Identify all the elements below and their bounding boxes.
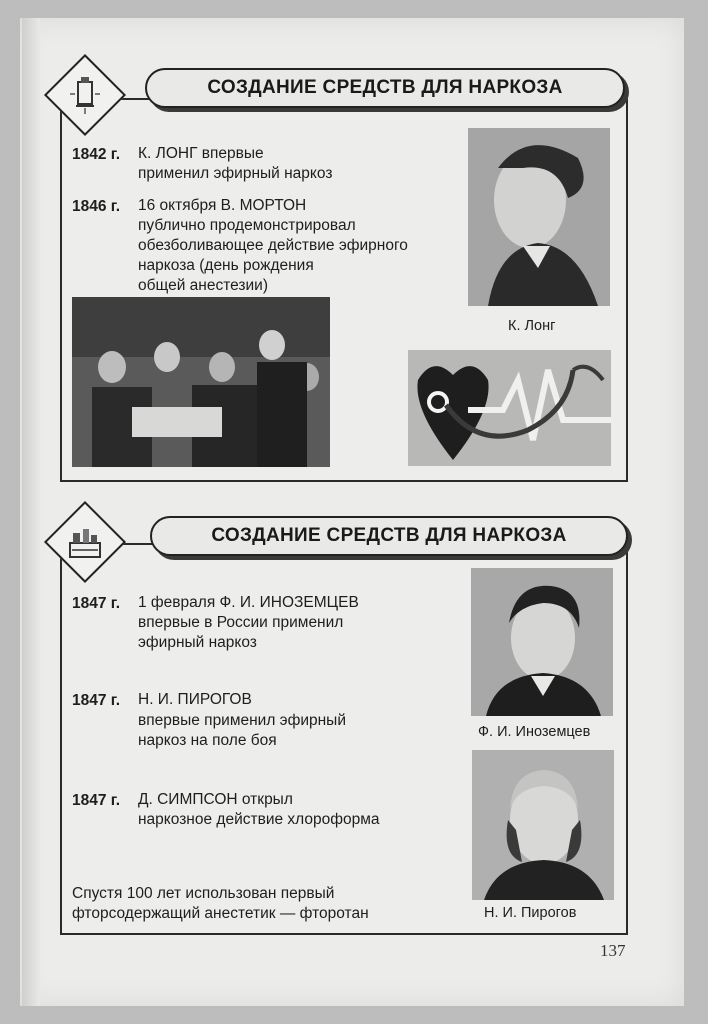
entry-pirogov-line3: наркоз на поле боя xyxy=(138,732,277,749)
year-1847-b: 1847 г. xyxy=(72,692,120,709)
caption-inozemtsev: Ф. И. Иноземцев xyxy=(478,724,591,740)
note-line1: Спустя 100 лет использован первый xyxy=(72,885,335,902)
entry-1846-line3: обезболивающее действие эфирного xyxy=(138,237,408,254)
heart-stethoscope-image xyxy=(408,350,611,466)
book-gutter xyxy=(22,18,40,1006)
entry-1846-line1: 16 октября В. МОРТОН xyxy=(138,197,307,214)
entry-1846-line5: общей анестезии) xyxy=(138,277,269,294)
entry-inozemtsev-line1: 1 февраля Ф. И. ИНОЗЕМЦЕВ xyxy=(138,594,359,611)
entry-1842-line2: применил эфирный наркоз xyxy=(138,165,333,182)
entry-1846-line4: наркоза (день рождения xyxy=(138,257,314,274)
page-number: 137 xyxy=(600,941,626,960)
year-1846: 1846 г. xyxy=(72,198,120,215)
note-line2: фторсодержащий анестетик — фторотан xyxy=(72,905,369,922)
entry-1846-line2: публично продемонстрировал xyxy=(138,217,356,234)
year-1847-c: 1847 г. xyxy=(72,792,120,809)
lamp-icon xyxy=(56,66,114,124)
entry-inozemtsev-line3: эфирный наркоз xyxy=(138,634,257,651)
entry-1842-line1: К. ЛОНГ впервые xyxy=(138,145,264,162)
morton-demonstration-image xyxy=(72,297,330,467)
caption-pirogov: Н. И. Пирогов xyxy=(484,905,577,921)
section-2-title: СОЗДАНИЕ СРЕДСТВ ДЛЯ НАРКОЗА xyxy=(150,516,628,556)
year-1847-a: 1847 г. xyxy=(72,595,120,612)
section-1-title: СОЗДАНИЕ СРЕДСТВ ДЛЯ НАРКОЗА xyxy=(145,68,625,108)
entry-pirogov-line2: впервые применил эфирный xyxy=(138,712,346,729)
entry-inozemtsev-line2: впервые в России применил xyxy=(138,614,344,631)
entry-simpson-line2: наркозное действие хлороформа xyxy=(138,811,380,828)
portrait-pirogov xyxy=(472,750,614,900)
year-1842: 1842 г. xyxy=(72,146,120,163)
portrait-long xyxy=(468,128,610,306)
pharmacy-icon xyxy=(56,513,114,571)
entry-pirogov-line1: Н. И. ПИРОГОВ xyxy=(138,691,252,708)
portrait-inozemtsev xyxy=(471,568,613,716)
entry-simpson-line1: Д. СИМПСОН открыл xyxy=(138,791,293,808)
caption-long: К. Лонг xyxy=(508,318,556,334)
